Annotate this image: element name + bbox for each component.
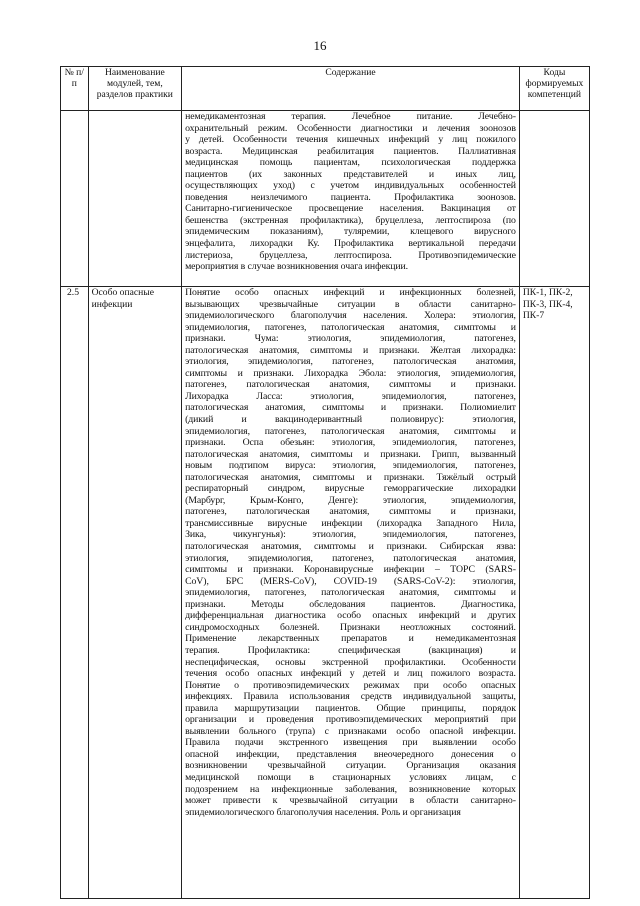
content-line: у детей. Особенности течения кишечных инфекций у лиц пожилого [185, 134, 516, 146]
content-line: пациентов (их законных представителей и иных лиц, [185, 168, 516, 180]
row-number [61, 111, 89, 287]
header-codes: Коды формируемых компетенций [519, 67, 589, 111]
content-line: Санитарно-гигиеническое просвещение населения. Вакцинация от [185, 203, 516, 215]
content-line: немедикаментозная терапия. Лечебное питание. Лечебно- [185, 111, 516, 122]
content-line: патологическая анатомия, симптомы и признаки. Грипп, вызванный [185, 448, 516, 460]
content-line: этиология, эпидемиология, патогенез, патологическая анатомия, [185, 356, 516, 368]
content-line: может привести к чрезвычайной ситуации в области санитарно- [185, 795, 516, 807]
page-number: 16 [313, 38, 327, 53]
header-num: № п/п [61, 67, 89, 111]
content-line: эпидемическим показаниям), туляремии, клещевого вирусного [185, 226, 516, 238]
content-line: Лихорадка Ласса: этиология, эпидемиология, патогенез, [185, 390, 516, 402]
content-line: возникновении чрезвычайной ситуации. Организация оказания [185, 760, 516, 772]
content-line: поведения неизлечимого пациента. Профилактика зоонозов. [185, 191, 516, 203]
content-line: признаки. Чума: этиология, эпидемиология, патогенез, [185, 333, 516, 345]
content-line: медицинская помощь пациентам, психологическая поддержка [185, 157, 516, 169]
table-header-row [61, 67, 590, 111]
content-line: дифференциальная диагностика особо опасных инфекций и других [185, 610, 516, 622]
content-line: Зика, чикунгунья): этиология, эпидемиология, патогенез, [185, 529, 516, 541]
content-line: патологическая анатомия, симптомы и признаки. Желтая лихорадка: [185, 344, 516, 356]
content-line: (дикий и вакцинодеривантный полиовирус): этиология, [185, 414, 516, 426]
content-line: выявлении больного (трупа) с признаками особо опасной инфекции. [185, 725, 516, 737]
curriculum-table [60, 66, 590, 899]
content-line: течения особо опасных инфекций у детей и лиц пожилого возраста. [185, 668, 516, 680]
content-line: правила маршрутизации пациентов. Общие принципы, порядок [185, 702, 516, 714]
content-line: осуществляющих уход) с учетом индивидуальных особенностей [185, 180, 516, 192]
content-line: Понятие особо опасных инфекций и инфекционных болезней, [185, 287, 516, 298]
content-line: новым подтипом вируса: этиология, эпидемиология, патогенез, [185, 460, 516, 472]
row-content [182, 111, 520, 287]
content-line: медицинской помощи в стационарных условиях лицам, с [185, 771, 516, 783]
row-module-name: Особо опасные инфекции [88, 287, 181, 899]
content-line: возраста. Медицинская реабилитация пациентов. Паллиативная [185, 145, 516, 157]
content-line: организации и проведения противоэпидемических мероприятий при [185, 714, 516, 726]
content-line: признаки. Методы обследования пациентов. Диагностика, [185, 598, 516, 610]
content-line: патологическая анатомия, симптомы и признаки. Сибирская язва: [185, 541, 516, 553]
content-line: Понятие о противоэпидемических режимах при особо опасных [185, 679, 516, 691]
content-line: энцефалита, лихорадки Ку. Профилактика вертикальной передачи [185, 238, 516, 250]
content-line: трансмиссивные вирусные инфекции (лихорадка Западного Нила, [185, 517, 516, 529]
content-line: эпидемиологического благополучия населения. Роль и организация [185, 806, 461, 818]
row-module-name [88, 111, 181, 287]
content-line: эпидемиология, патогенез, патологическая анатомия, симптомы и [185, 587, 516, 599]
content-line: эпидемиология, патогенез, патологическая анатомия, симптомы и [185, 425, 516, 437]
content-line: бешенства (экстренная профилактика), бруцеллеза, лептоспироза (по [185, 214, 516, 226]
table-body [61, 111, 590, 899]
row-competence-codes [519, 111, 589, 287]
row-content [182, 287, 520, 899]
content-line: синдромосходных болезней. Признаки неотложных состояний. [185, 621, 516, 633]
content-line: подозрением на инфекционные заболевания, возникновение которых [185, 783, 516, 795]
content-line: признаки. Оспа обезьян: этиология, эпидемиология, патогенез, [185, 437, 516, 449]
content-line: этиология, эпидемиология, патогенез, патологическая анатомия, [185, 552, 516, 564]
content-line: симптомы и признаки. Лихорадка Эбола: этиология, эпидемиология, [185, 367, 516, 379]
content-line: инфекциях. Правила использования средств индивидуальной защиты, [185, 691, 516, 703]
content-line: Применение лекарственных препаратов и немедикаментозная [185, 633, 516, 645]
table-row [61, 287, 590, 899]
content-line: патогенез, патологическая анатомия, симптомы и признаки, [185, 506, 516, 518]
content-line: эпидемиология, патогенез, патологическая анатомия, симптомы и [185, 321, 516, 333]
content-line: симптомы и признаки. Коронавирусные инфекции – ТОРС (SARS- [185, 564, 516, 576]
content-line: Правила подачи экстренного извещения при выявлении особо [185, 737, 516, 749]
row-number: 2.5 [61, 287, 89, 899]
content-line: опасной инфекции, представления внеочередного донесения о [185, 748, 516, 760]
content-line: патогенез, патологическая анатомия, симптомы и признаки. [185, 379, 516, 391]
content-line: респираторный синдром, вирусные геморрагические лихорадки [185, 483, 516, 495]
content-line: CoV), БРС (MERS-CoV), COVID-19 (SARS-CoV-2): этиология, [185, 575, 516, 587]
content-line: неспецифическая, основы экстренной профилактики. Особенности [185, 656, 516, 668]
content-line: охранительный режим. Особенности диагностики и лечения зоонозов [185, 122, 516, 134]
content-line: мероприятия в случае возникновения очага инфекции. [185, 261, 409, 273]
content-line: патологическая анатомия, симптомы и признаки. Полиомиелит [185, 402, 516, 414]
row-competence-codes: ПК-1, ПК-2, ПК-3, ПК-4, ПК-7 [519, 287, 589, 899]
table-row [61, 111, 590, 287]
content-line: (Марбург, Крым-Конго, Денге): этиология, эпидемиология, [185, 494, 516, 506]
content-line: листериоза, бруцеллеза, лептоспироза. Противоэпидемические [185, 249, 516, 261]
content-line: терапия. Профилактика: специфическая (вакцинация) и [185, 644, 516, 656]
header-content: Содержание [182, 67, 520, 111]
content-line: патологическая анатомия, симптомы и признаки. Тяжёлый острый [185, 471, 516, 483]
header-module: Наименование модулей, тем, разделов практики [88, 67, 181, 111]
content-line: эпидемиологического благополучия населения. Холера: этиология, [185, 310, 516, 322]
content-line: вызывающих чрезвычайные ситуации в области санитарно- [185, 298, 516, 310]
